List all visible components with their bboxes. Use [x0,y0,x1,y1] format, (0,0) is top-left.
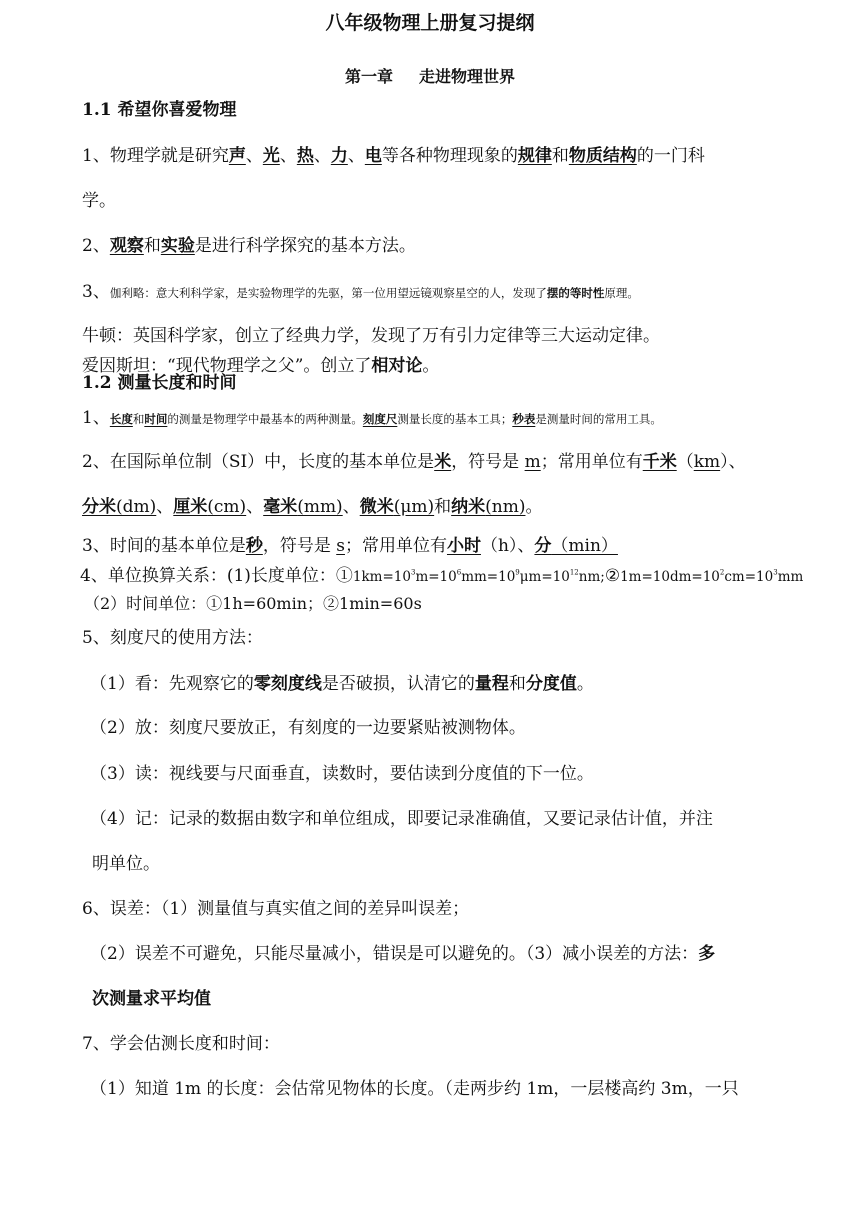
paragraph-1-2-5-4-cont: 明单位。 [92,854,160,874]
chapter-heading [0,66,860,88]
paragraph-newton: 牛顿：英国科学家，创立了经典力学，发现了万有引力定律等三大运动定律。 [82,326,660,346]
paragraph-1-2-1: 1、长度和时间的测量是物理学中最基本的两种测量。刻度尺测量长度的基本工具；秒表是测量时间的常用工具。 [82,408,662,428]
paragraph-1-2-5-4: （4）记：记录的数据由数字和单位组成，即要记录准确值，又要记录估计值，并注 [90,809,713,829]
paragraph-1-2-2-cont: 分米(dm)、厘米(cm)、毫米(mm)、微米(μm)和纳米(nm)。 [82,497,543,517]
paragraph-1-2-5-3: （3）读：视线要与尺面垂直，读数时，要估读到分度值的下一位。 [90,764,594,784]
paragraph-1-2-4-time: （2）时间单位：①1h=60min；②1min=60s [84,594,422,613]
paragraph-1-2-6-2: （2）误差不可避免，只能尽量减小，错误是可以避免的。（3）减小误差的方法：多 [90,944,716,964]
chapter-name: 走进物理世界 [419,67,516,86]
chapter-number: 第一章 [344,67,393,86]
paragraph-1-2-2: 2、在国际单位制（SI）中，长度的基本单位是米，符号是 m；常用单位有千米（km）、 [82,452,746,472]
document-title: 八年级物理上册复习提纲 [325,12,535,34]
paragraph-1-2-7-1: （1）知道 1m 的长度：会估常见物体的长度。（走两步约 1m，一层楼高约 3m，一只 [90,1079,739,1099]
paragraph-1-2-5-1: （1）看：先观察它的零刻度线是否破损，认清它的量程和分度值。 [90,674,594,694]
paragraph-1-2-4: 4、单位换算关系：(1)长度单位：$①1km=10^3m=10^6mm=10^9\mu m=10^{12}nm;②1m=10dm=10^2cm=10^3mm$ [80,566,804,586]
paragraph-1-2-5: 5、刻度尺的使用方法： [82,628,263,648]
paragraph-1-1-3: 3、伽利略：意大利科学家，是实验物理学的先驱，第一位用望远镜观察星空的人，发现了摆的等时性原理。 [82,282,639,302]
paragraph-1-2-7: 7、学会估测长度和时间： [82,1034,280,1054]
paragraph-einstein: 爱因斯坦：“现代物理学之父”。创立了相对论。 [82,356,440,376]
section-heading-1-2: 1.2 测量长度和时间 [82,373,237,393]
paragraph-1-2-5-2: （2）放：刻度尺要放正，有刻度的一边要紧贴被测物体。 [90,718,526,738]
paragraph-1-1-1: 1、物理学就是研究声、光、热、力、电等各种物理现象的规律和物质结构的一门科 [82,146,705,166]
section-heading-1-1: 1.1 希望你喜爱物理 [82,100,237,120]
paragraph-1-2-3: 3、时间的基本单位是秒，符号是 s；常用单位有小时（h）、分（min） [82,536,618,556]
paragraph-1-2-6-cont: 次测量求平均值 [92,989,211,1009]
paragraph-1-1-2: 2、观察和实验是进行科学探究的基本方法。 [82,236,416,256]
paragraph-1-2-6: 6、误差：（1）测量值与真实值之间的差异叫误差； [82,899,470,919]
paragraph-1-1-1-cont: 学。 [82,191,116,211]
